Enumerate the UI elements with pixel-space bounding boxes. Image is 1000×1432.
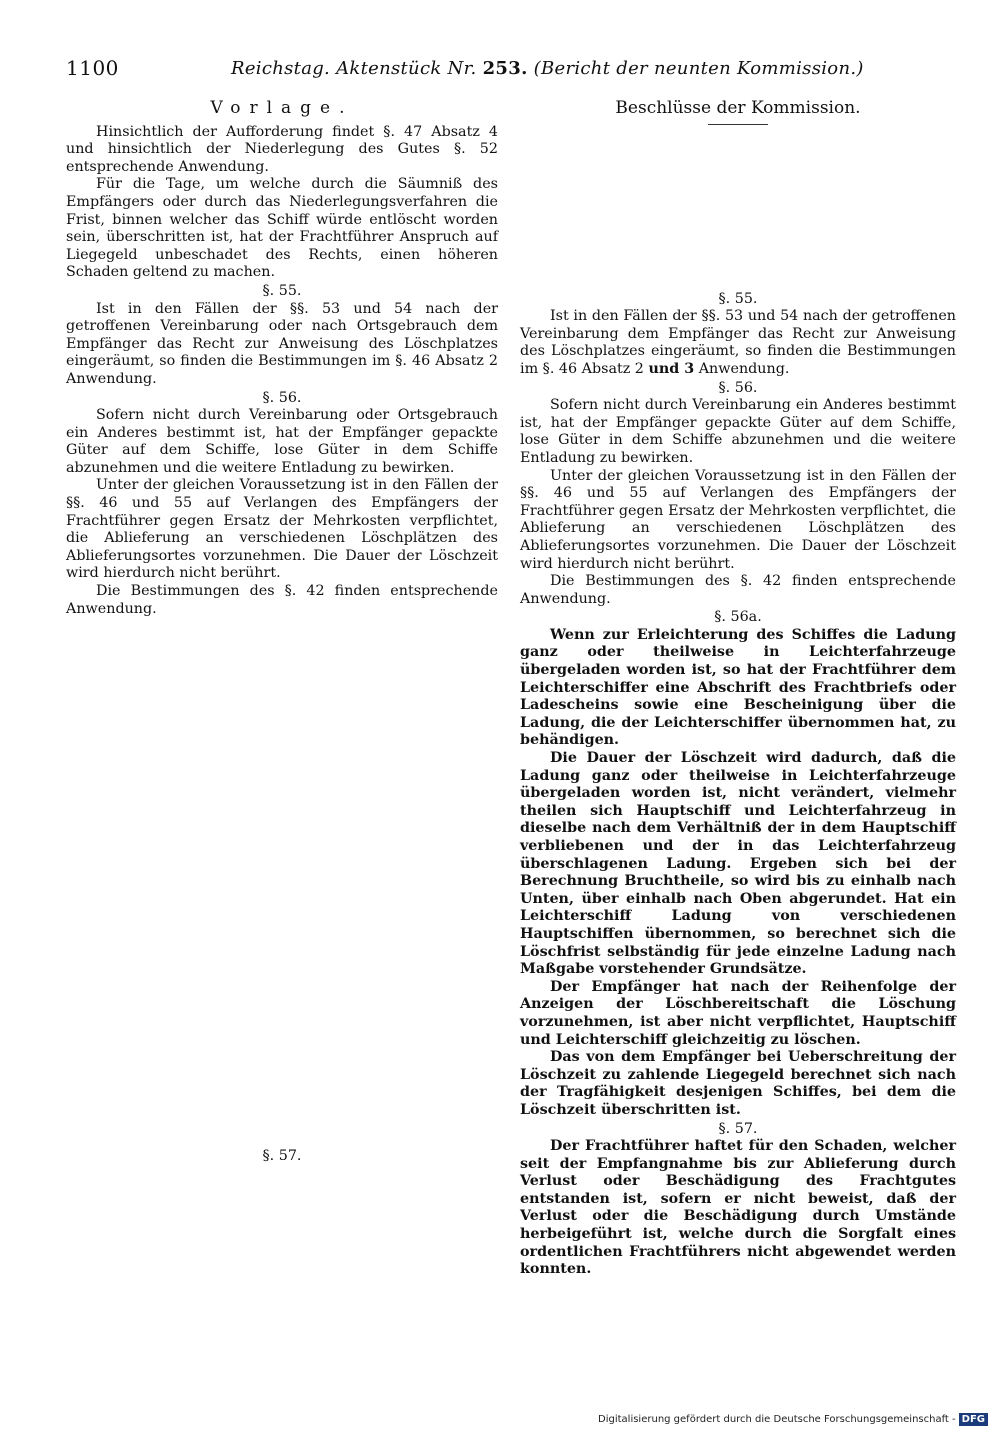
paragraph: Wenn zur Erleichterung des Schiffes die Ladung ganz oder theilweise in Leichterfahrzeuge übergeladen worden ist, so hat der Frachtführer dem Leichterschiffer eine Abschrift des Frachtbriefs oder Ladescheins sowie eine Bescheinigung über die Ladung, die der Leichterschiffer übernommen hat, zu behändigen. — [520, 626, 956, 749]
column-beschluesse — [520, 100, 956, 1279]
digitization-credit: Digitalisierung gefördert durch die Deutsche Forschungsgemeinschaft - DFG — [598, 1413, 988, 1426]
paragraph: Die Bestimmungen des §. 42 finden entsprechende Anwendung. — [66, 583, 498, 617]
paragraph: Für die Tage, um welche durch die Säumniß des Empfängers oder durch das Niederlegungsverfahren die Frist, binnen welcher das Schiff würde entlöscht worden sein, überschritten ist, hat der Frachtführer Anspruch auf Liegegeld unbeschadet des Rechts, einen höheren Schaden geltend zu machen. — [66, 176, 498, 281]
paragraph: Der Empfänger hat nach der Reihenfolge der Anzeigen der Löschbereitschaft die Löschung vorzunehmen, ist aber nicht verpflichtet, Hauptschiff und Leichterschiff gleichzeitig zu löschen. — [520, 978, 956, 1048]
paragraph: Sofern nicht durch Vereinbarung ein Anderes bestimmt ist, hat der Empfänger gepackte Güter auf dem Schiffe, lose Güter in dem Schiffe abzunehmen und die weitere Entladung zu bewirken. — [520, 397, 956, 466]
paragraph: Sofern nicht durch Vereinbarung oder Ortsgebrauch ein Anderes bestimmt ist, hat der Empfänger gepackte Güter auf dem Schiffe, lose Güter in dem Schiffe abzunehmen und die weitere Entladung zu bewirken. — [66, 407, 498, 476]
section-heading-57: §. 57. — [262, 1148, 302, 1165]
section-heading-57: §. 57. — [718, 1120, 758, 1137]
paragraph: Ist in den Fällen der §§. 53 und 54 nach der getroffenen Vereinbarung dem Empfänger das Recht zur Anweisung des Löschplatzes eingeräumt, so finden die Bestimmungen im §. 46 Absatz 2 und 3 Anwendung. — [520, 308, 956, 377]
paragraph: Die Dauer der Löschzeit wird dadurch, daß die Ladung ganz oder theilweise in Leichterfahrzeuge übergeladen worden ist, nicht verändert, vielmehr theilen sich Hauptschiff und Leichterfahrzeug in dieselbe nach dem Verhältniß der in dem Hauptschiff verbliebenen und der in das Leichterfahrzeug überschlagenen Ladung. Ergeben sich bei der Berechnung Bruchtheile, so wird bis zu einhalb nach Unten, über einhalb nach Oben abgerundet. Hat ein Leichterschiff Ladung von verschiedenen Hauptschiffen übernommen, so berechnet sich die Löschfrist selbständig für jede einzelne Ladung nach Maßgabe vorstehender Grundsätze. — [520, 750, 956, 978]
paragraph: Ist in den Fällen der §§. 53 und 54 nach der getroffenen Vereinbarung oder nach Ortsgebrauch dem Empfänger das Recht zur Anweisung des Löschplatzes eingeräumt, so finden die Bestimmungen im §. 46 Absatz 2 Anwendung. — [66, 300, 498, 387]
paragraph: Unter der gleichen Voraussetzung ist in den Fällen der §§. 46 und 55 auf Verlangen des Empfängers der Frachtführer gegen Ersatz der Mehrkosten verpflichtet, die Ablieferung an verschiedenen Löschplätzen des Ablieferungsortes vorzunehmen. Die Dauer der Löschzeit wird hierdurch nicht berührt. — [520, 467, 956, 572]
column-vorlage — [66, 100, 498, 1166]
section-heading-55: §. 55. — [718, 290, 758, 307]
heading-rule — [708, 124, 768, 125]
page-number: 1100 — [66, 56, 119, 80]
paragraph: Die Bestimmungen des §. 42 finden entsprechende Anwendung. — [520, 573, 956, 607]
paragraph: Hinsichtlich der Aufforderung findet §. 47 Absatz 4 und hinsichtlich der Niederlegung des Gutes §. 52 entsprechende Anwendung. — [66, 123, 498, 175]
column-heading-vorlage: Vorlage. — [210, 98, 354, 118]
paragraph: Der Frachtführer haftet für den Schaden, welcher seit der Empfangnahme bis zur Ablieferung durch Verlust oder Beschädigung des Frachtgutes entstanden ist, sofern er nicht beweist, daß der Verlust oder die Beschädigung durch Umstände herbeigeführt ist, welche durch die Sorgfalt eines ordentlichen Frachtführers nicht abgewendet werden konnten. — [520, 1138, 956, 1278]
paragraph: Das von dem Empfänger bei Ueberschreitung der Löschzeit zu zahlende Liegegeld berechnet sich nach der Tragfähigkeit desjenigen Schiffes, bei dem die Löschzeit überschritten ist. — [520, 1049, 956, 1118]
running-title: Reichstag. Aktenstück Nr. 253. (Bericht der neunten Kommission.) — [231, 58, 864, 79]
section-heading-56a: §. 56a. — [714, 609, 762, 626]
section-heading-55: §. 55. — [262, 282, 302, 299]
dfg-logo: DFG — [959, 1413, 988, 1426]
page-header — [66, 56, 956, 82]
paragraph: Unter der gleichen Voraussetzung ist in den Fällen der §§. 46 und 55 auf Verlangen des Empfängers der Frachtführer gegen Ersatz der Mehrkosten verpflichtet, die Ablieferung an verschiedenen Löschplätzen des Ablieferungsortes vorzunehmen. Die Dauer der Löschzeit wird hierdurch nicht berührt. — [66, 477, 498, 582]
column-heading-beschluesse: Beschlüsse der Kommission. — [615, 98, 861, 118]
section-heading-56: §. 56. — [262, 389, 302, 406]
section-heading-56: §. 56. — [718, 379, 758, 396]
